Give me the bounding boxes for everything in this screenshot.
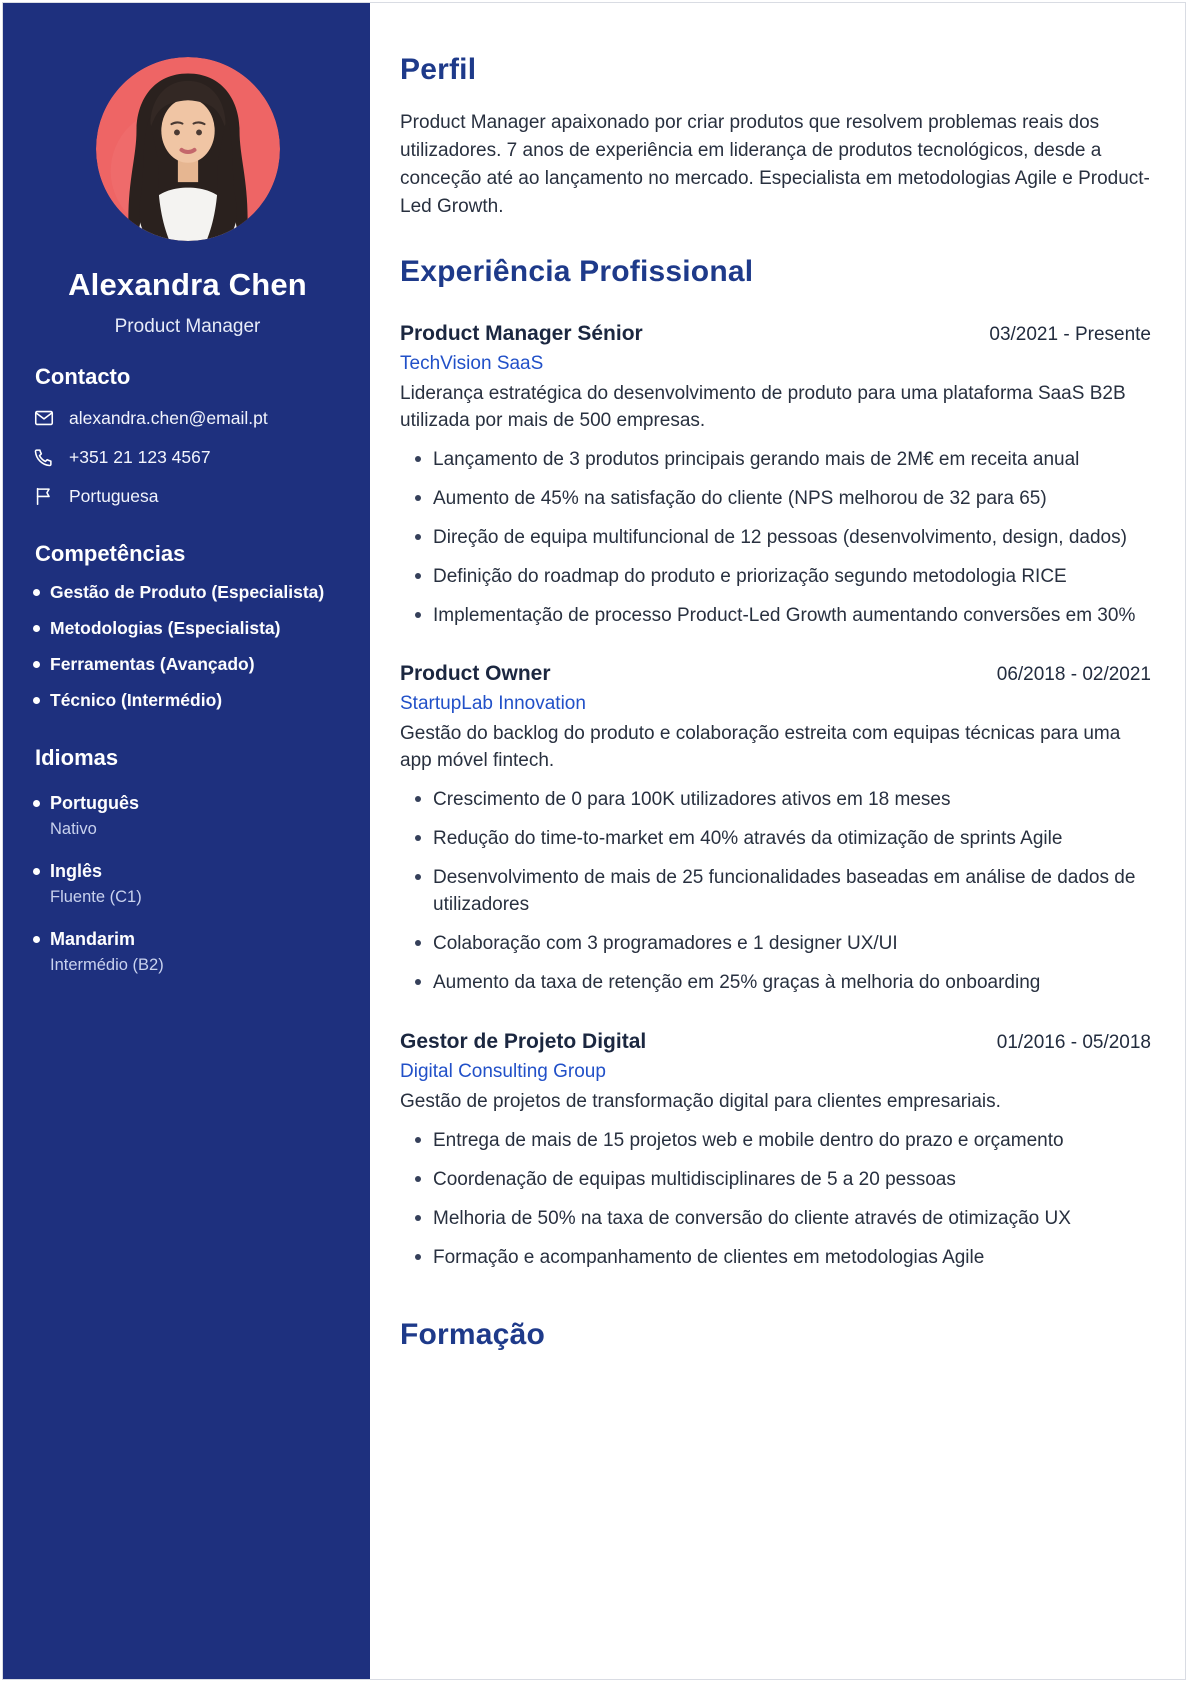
job-bullet-item: Aumento de 45% na satisfação do cliente (NPS melhorou de 32 para 65) (400, 486, 1151, 513)
language-level: Nativo (50, 820, 97, 838)
job-entry (400, 322, 1151, 630)
contact-item (33, 446, 342, 468)
skill-item: Gestão de Produto (Especialista) (33, 582, 342, 603)
job-header (400, 322, 1151, 346)
job-title: Product Owner (400, 662, 551, 686)
languages-list (33, 793, 342, 975)
contact-text: Portuguesa (69, 485, 159, 506)
experience-section-title: Experiência Profissional (400, 254, 754, 288)
job-description: Gestão do backlog do produto e colaboração estreita com equipas técnicas para uma app móvel fintech. (400, 723, 1121, 772)
job-bullet-item: Redução do time-to-market em 40% através da otimização de sprints Agile (400, 826, 1151, 853)
job-bullet-item: Melhoria de 50% na taxa de conversão do cliente através de otimização UX (400, 1206, 1151, 1233)
profile-text: Product Manager apaixonado por criar produtos que resolvem problemas reais dos utilizadores. 7 anos de experiência em liderança de produtos tecnológicos, desde a conceção até ao lançamento no mercado. Especialista em metodologias Agile e Product-Led Growth. (400, 112, 1150, 217)
job-bullets (400, 447, 1151, 630)
education-section-title: Formação (400, 1318, 545, 1352)
job-entry (400, 662, 1151, 997)
sidebar (3, 3, 370, 1679)
job-header (400, 1030, 1151, 1054)
contact-text: +351 21 123 4567 (69, 446, 211, 467)
mail-icon (33, 407, 55, 429)
candidate-name: Alexandra Chen (68, 267, 307, 302)
contact-list (33, 407, 342, 507)
job-bullet-item: Direção de equipa multifuncional de 12 pessoas (desenvolvimento, design, dados) (400, 525, 1151, 552)
job-bullets (400, 1128, 1151, 1272)
contact-item (33, 485, 342, 507)
contact-item (33, 407, 342, 429)
profile-section-title: Perfil (400, 53, 477, 86)
job-bullet-item: Implementação de processo Product-Led Growth aumentando conversões em 30% (400, 603, 1151, 630)
flag-icon (33, 485, 55, 507)
phone-icon (33, 446, 55, 468)
job-title: Gestor de Projeto Digital (400, 1030, 647, 1054)
job-dates: 01/2016 - 05/2018 (996, 1032, 1151, 1054)
job-bullet-item: Desenvolvimento de mais de 25 funcionalidades baseadas em análise de dados de utilizadores (400, 865, 1151, 919)
job-title: Product Manager Sénior (400, 321, 643, 345)
contact-heading: Contacto (35, 364, 131, 389)
job-bullet-item: Aumento da taxa de retenção em 25% graças à melhoria do onboarding (400, 970, 1151, 997)
skills-list (33, 582, 342, 711)
skill-item: Ferramentas (Avançado) (33, 654, 342, 675)
job-entry (400, 1030, 1151, 1272)
skill-item: Metodologias (Especialista) (33, 618, 342, 639)
company-link[interactable]: StartupLab Innovation (400, 693, 586, 715)
portrait-illustration (96, 57, 280, 241)
job-dates: 06/2018 - 02/2021 (996, 664, 1151, 686)
languages-heading: Idiomas (35, 745, 119, 770)
language-item: Inglês Fluente (C1) (33, 861, 342, 907)
company-link[interactable]: Digital Consulting Group (400, 1061, 606, 1083)
main-content (370, 3, 1185, 1679)
avatar-wrap (33, 57, 342, 241)
job-dates: 03/2021 - Presente (989, 323, 1151, 345)
cv-page (2, 2, 1186, 1680)
job-header (400, 662, 1151, 686)
job-bullet-item: Crescimento de 0 para 100K utilizadores ativos em 18 meses (400, 787, 1151, 814)
contact-text: alexandra.chen@email.pt (69, 407, 268, 428)
job-bullet-item: Colaboração com 3 programadores e 1 designer UX/UI (400, 931, 1151, 958)
jobs-container (400, 322, 1151, 1272)
job-description: Gestão de projetos de transformação digital para clientes empresariais. (400, 1091, 1001, 1113)
job-bullet-item: Definição do roadmap do produto e priorização segundo metodologia RICE (400, 564, 1151, 591)
job-bullet-item: Coordenação de equipas multidisciplinares de 5 a 20 pessoas (400, 1167, 1151, 1194)
language-level: Intermédio (B2) (50, 956, 164, 974)
job-bullet-item: Entrega de mais de 15 projetos web e mobile dentro do prazo e orçamento (400, 1128, 1151, 1155)
job-description: Liderança estratégica do desenvolvimento de produto para uma plataforma SaaS B2B utilizada por mais de 500 empresas. (400, 382, 1126, 431)
skill-item: Técnico (Intermédio) (33, 690, 342, 711)
job-bullet-item: Formação e acompanhamento de clientes em metodologias Agile (400, 1245, 1151, 1272)
language-item: Mandarim Intermédio (B2) (33, 929, 342, 975)
skills-heading: Competências (35, 541, 186, 566)
job-bullet-item: Lançamento de 3 produtos principais gerando mais de 2M€ em receita anual (400, 447, 1151, 474)
language-level: Fluente (C1) (50, 888, 142, 906)
job-bullets (400, 787, 1151, 997)
candidate-role: Product Manager (114, 316, 261, 337)
language-item: Português Nativo (33, 793, 342, 839)
company-link[interactable]: TechVision SaaS (400, 352, 544, 374)
profile-photo (96, 57, 280, 241)
